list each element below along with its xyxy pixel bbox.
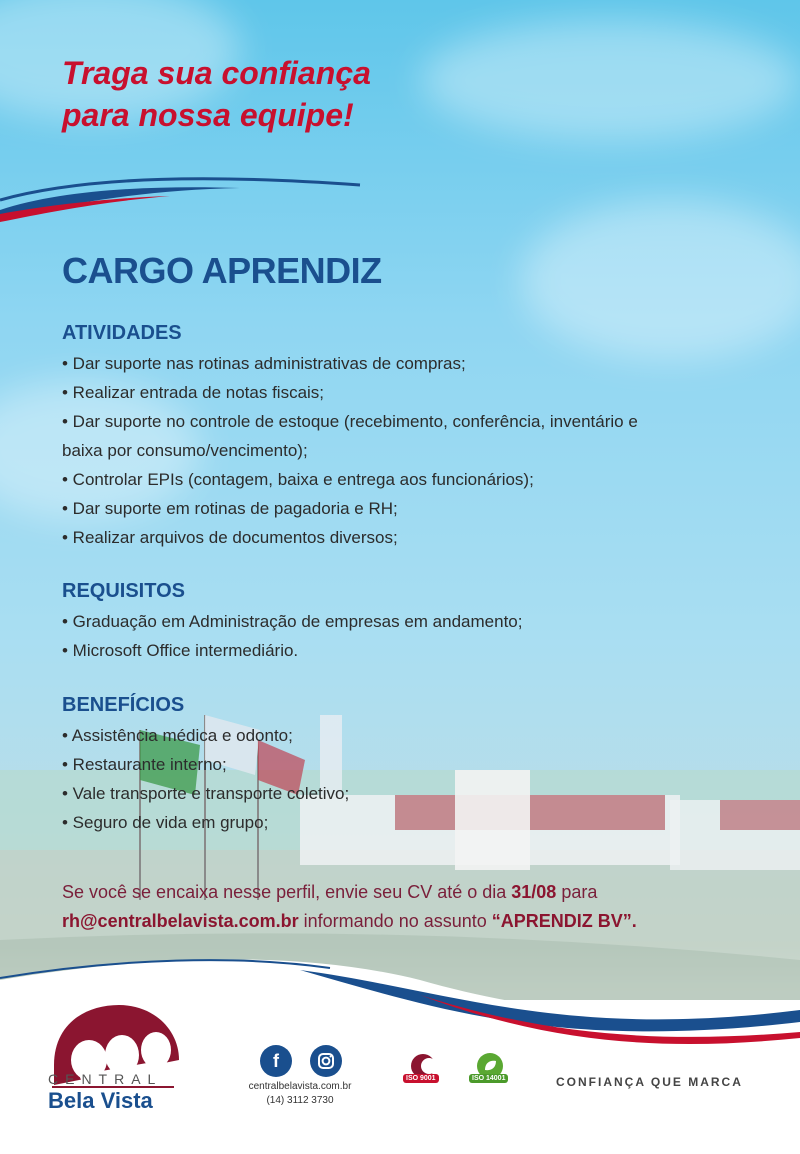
logo-central-text: CENTRAL: [48, 1071, 163, 1087]
deadline-date: 31/08: [511, 882, 557, 902]
website-link[interactable]: centralbelavista.com.br: [248, 1081, 352, 1092]
list-item: baixa por consumo/vencimento);: [62, 441, 308, 460]
phone-number: (14) 3112 3730: [266, 1095, 334, 1106]
job-title: CARGO APRENDIZ: [62, 250, 382, 291]
beneficios-section: [62, 692, 742, 837]
contact-info: [235, 1080, 365, 1108]
list-item: • Controlar EPIs (contagem, baixa e entrega aos funcionários);: [62, 470, 534, 489]
tagline: CONFIANÇA QUE MARCA: [556, 1075, 743, 1089]
list-item: • Dar suporte no controle de estoque (recebimento, conferência, inventário e: [62, 412, 638, 431]
cta-text-1: Se você se encaixa nesse perfil, envie seu CV até o dia: [62, 882, 512, 902]
cta-text-3: informando no assunto: [298, 911, 492, 931]
subject-text: “APRENDIZ BV”.: [491, 911, 637, 931]
header-swoosh: [0, 170, 380, 230]
list-item: • Restaurante interno;: [62, 755, 227, 774]
list-item: • Seguro de vida em grupo;: [62, 813, 269, 832]
facebook-icon[interactable]: f: [260, 1045, 292, 1077]
list-item: • Realizar entrada de notas fiscais;: [62, 383, 325, 402]
requisitos-section: [62, 578, 742, 665]
list-item: • Microsoft Office intermediário.: [62, 641, 299, 660]
atividades-heading: ATIVIDADES: [62, 322, 182, 344]
iso-14001-badge: [469, 1052, 513, 1087]
requisitos-heading: REQUISITOS: [62, 580, 185, 602]
beneficios-heading: BENEFÍCIOS: [62, 694, 185, 716]
social-links: [258, 1045, 348, 1077]
list-item: • Dar suporte nas rotinas administrativas de compras;: [62, 354, 466, 373]
list-item: • Vale transporte e transporte coletivo;: [62, 784, 350, 803]
instagram-icon[interactable]: [310, 1045, 342, 1077]
headline: [62, 52, 371, 136]
logo-bela-vista-text: Bela Vista: [48, 1088, 153, 1113]
list-item: • Assistência médica e odonto;: [62, 726, 293, 745]
instagram-glyph: [310, 1045, 342, 1077]
iso-9001-label: ISO 9001: [403, 1074, 439, 1083]
headline-line-2: para nossa equipe!: [62, 97, 354, 133]
headline-line-1: Traga sua confiança: [62, 55, 371, 91]
cta-text-2: para: [556, 882, 598, 902]
cloud: [420, 20, 800, 140]
list-item: • Graduação em Administração de empresas em andamento;: [62, 612, 523, 631]
list-item: • Realizar arquivos de documentos diversos;: [62, 528, 398, 547]
iso-14001-label: ISO 14001: [469, 1074, 508, 1083]
list-item: • Dar suporte em rotinas de pagadoria e RH;: [62, 499, 398, 518]
atividades-section: [62, 320, 742, 552]
email-link[interactable]: rh@centralbelavista.com.br: [62, 911, 299, 931]
call-to-action: [62, 878, 752, 936]
iso-9001-badge: [403, 1052, 449, 1087]
